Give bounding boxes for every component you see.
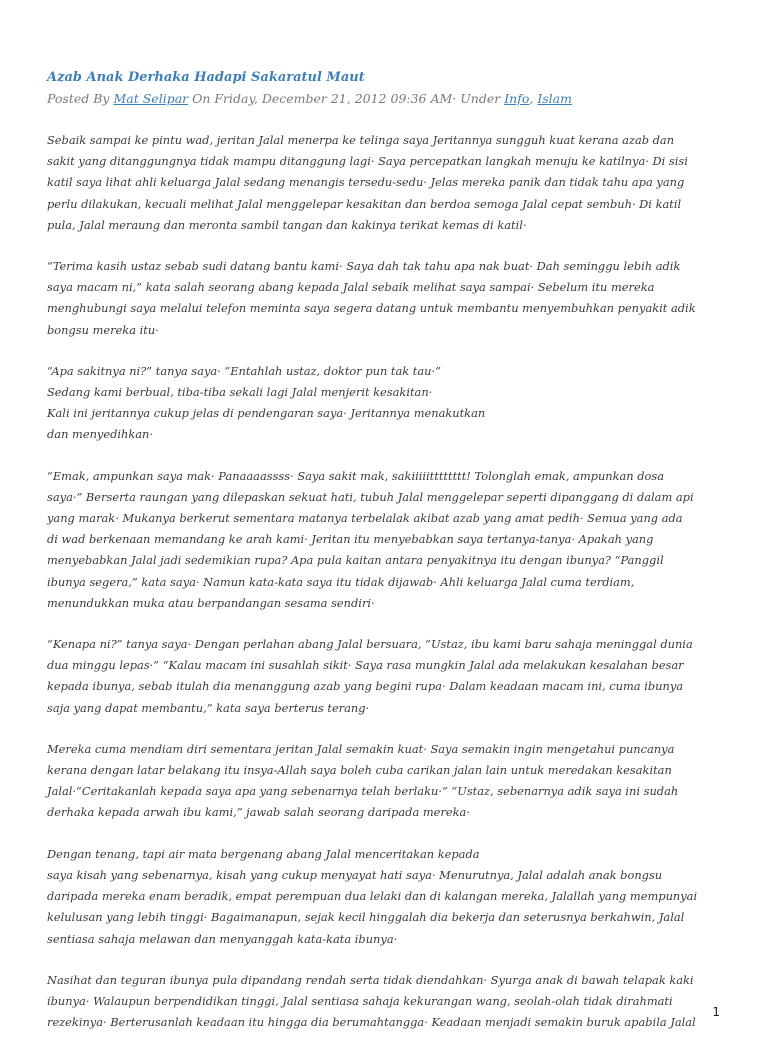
post-meta (47, 91, 572, 106)
paragraph (47, 739, 727, 824)
text-line: yang marak· Mukanya berkerut sementara matanya terbelalak akibat azab yang amat pedih· Semua yang ada (47, 511, 683, 526)
text-line: “Terima kasih ustaz sebab sudi datang bantu kami· Saya dah tak tahu apa nak buat· Dah seminggu lebih adik (47, 259, 681, 274)
text-line: “Kenapa ni?” tanya saya· Dengan perlahan abang Jalal bersuara, “Ustaz, ibu kami baru sahaja meninggal dunia (47, 637, 693, 652)
text-line: kepada ibunya, sebab itulah dia menanggung azab yang begini rupa· Dalam keadaan macam ini, cuma ibunya (47, 679, 684, 694)
text-line: sakit yang ditanggungnya tidak mampu ditanggung lagi· Saya percepatkan langkah menuju ke katilnya· Di sisi (47, 154, 688, 169)
paragraph (47, 466, 727, 614)
posted-by-label: Posted By (47, 91, 110, 106)
text-line: Dengan tenang, tapi air mata bergenang abang Jalal menceritakan kepada (47, 846, 480, 861)
article-body (47, 130, 727, 1053)
text-line: Sedang kami berbual, tiba-tiba sekali lagi Jalal menjerit kesakitan· (47, 385, 433, 400)
post-date: On Friday, December 21, 2012 09:36 AM· Under (192, 91, 501, 106)
text-line: menyebabkan Jalal jadi sedemikian rupa? Apa pula kaitan antara penyakitnya itu dengan ibunya? “Panggil (47, 553, 664, 568)
text-line: saya·” Berserta raungan yang dilepaskan sekuat hati, tubuh Jalal menggelepar seperti dipanggang di dalam api (47, 489, 694, 504)
text-line: kelulusan yang lebih tinggi· Bagaimanapun, sejak kecil hinggalah dia bekerja dan seterusnya berkahwin, Jalal (47, 910, 685, 925)
text-line: sentiasa sahaja melawan dan menyanggah kata-kata ibunya· (47, 931, 398, 946)
text-line: ibunya· Walaupun berpendidikan tinggi, Jalal sentiasa sahaja kekurangan wang, seolah-olah tidak dirahmati (47, 993, 673, 1008)
category-separator: , (529, 91, 534, 106)
text-line: menundukkan muka atau berpandangan sesama sendiri· (47, 595, 375, 610)
text-line: bongsu mereka itu· (47, 322, 159, 337)
text-line: ibunya segera,” kata saya· Namun kata-kata saya itu tidak dijawab· Ahli keluarga Jalal cuma terdiam, (47, 574, 635, 589)
text-line: menghubungi saya melalui telefon meminta saya segera datang untuk membantu menyembuhkan penyakit adik (47, 301, 696, 316)
text-line: Nasihat dan teguran ibunya pula dipandang rendah serta tidak diendahkan· Syurga anak di bawah telapak kaki (47, 972, 694, 987)
text-line: “Apa sakitnya ni?” tanya saya· “Entahlah ustaz, doktor pun tak tau·” (47, 363, 441, 378)
category-link-info[interactable]: Info (504, 91, 530, 106)
paragraph (47, 634, 727, 719)
text-line: dua minggu lepas·” “Kalau macam ini susahlah sikit· Saya rasa mungkin Jalal ada melakukan kesalahan besar (47, 658, 684, 673)
text-line: perlu dilakukan, kecuali melihat Jalal menggelepar kesakitan dan berdoa semoga Jalal cepat sembuh· Di katil (47, 196, 682, 211)
text-line: dan menyedihkan· (47, 427, 154, 442)
text-line: saya macam ni,” kata salah seorang abang kepada Jalal sebaik melihat saya sampai· Sebelum itu mereka (47, 280, 655, 295)
text-line: Jalal·“Ceritakanlah kepada saya apa yang sebenarnya telah berlaku·” “Ustaz, sebenarnya adik saya ini sudah (47, 784, 679, 799)
text-line: di wad berkenaan memandang ke arah kami· Jeritan itu menyebabkan saya tertanya-tanya· Apakah yang (47, 532, 654, 547)
text-line: rezekinya· Berterusanlah keadaan itu hingga dia berumahtangga· Keadaan menjadi semakin buruk apabila Jalal (47, 1015, 696, 1030)
text-line: katil saya lihat ahli keluarga Jalal sedang menangis tersedu-sedu· Jelas mereka panik dan tidak tahu apa yang (47, 175, 685, 190)
post-title: Azab Anak Derhaka Hadapi Sakaratul Maut (47, 70, 365, 85)
text-line: Kali ini jeritannya cukup jelas di pendengaran saya· Jeritannya menakutkan (47, 406, 486, 421)
paragraph (47, 256, 727, 341)
category-link-islam[interactable]: Islam (537, 91, 572, 106)
text-line: kerana dengan latar belakang itu insya-Allah saya boleh cuba carikan jalan lain untuk meredakan kesakitan (47, 763, 672, 778)
paragraph (47, 844, 727, 950)
text-line: saya kisah yang sebenarnya, kisah yang cukup menyayat hati saya· Menurutnya, Jalal adalah anak bongsu (47, 867, 663, 882)
text-line: pula, Jalal meraung dan meronta sambil tangan dan kakinya terikat kemas di katil· (47, 217, 527, 232)
text-line: derhaka kepada arwah ibu kami,” jawab salah seorang daripada mereka· (47, 805, 470, 820)
paragraph (47, 361, 727, 446)
text-line: “Emak, ampunkan saya mak· Panaaaassss· Saya sakit mak, sakiiiiitttttttt! Tolonglah emak, ampunkan dosa (47, 468, 665, 483)
text-line: daripada mereka enam beradik, empat perempuan dua lelaki dan di kalangan mereka, Jalallah yang mempunyai (47, 889, 698, 904)
author-link[interactable]: Mat Selipar (113, 91, 189, 106)
page-number: 1 (712, 1005, 720, 1019)
paragraph (47, 130, 727, 236)
text-line: Sebaik sampai ke pintu wad, jeritan Jalal menerpa ke telinga saya Jeritannya sungguh kuat kerana azab dan (47, 133, 675, 147)
text-line: saja yang dapat membantu,” kata saya berterus terang· (47, 700, 370, 715)
text-line: Mereka cuma mendiam diri sementara jeritan Jalal semakin kuat· Saya semakin ingin mengetahui puncanya (47, 741, 675, 756)
